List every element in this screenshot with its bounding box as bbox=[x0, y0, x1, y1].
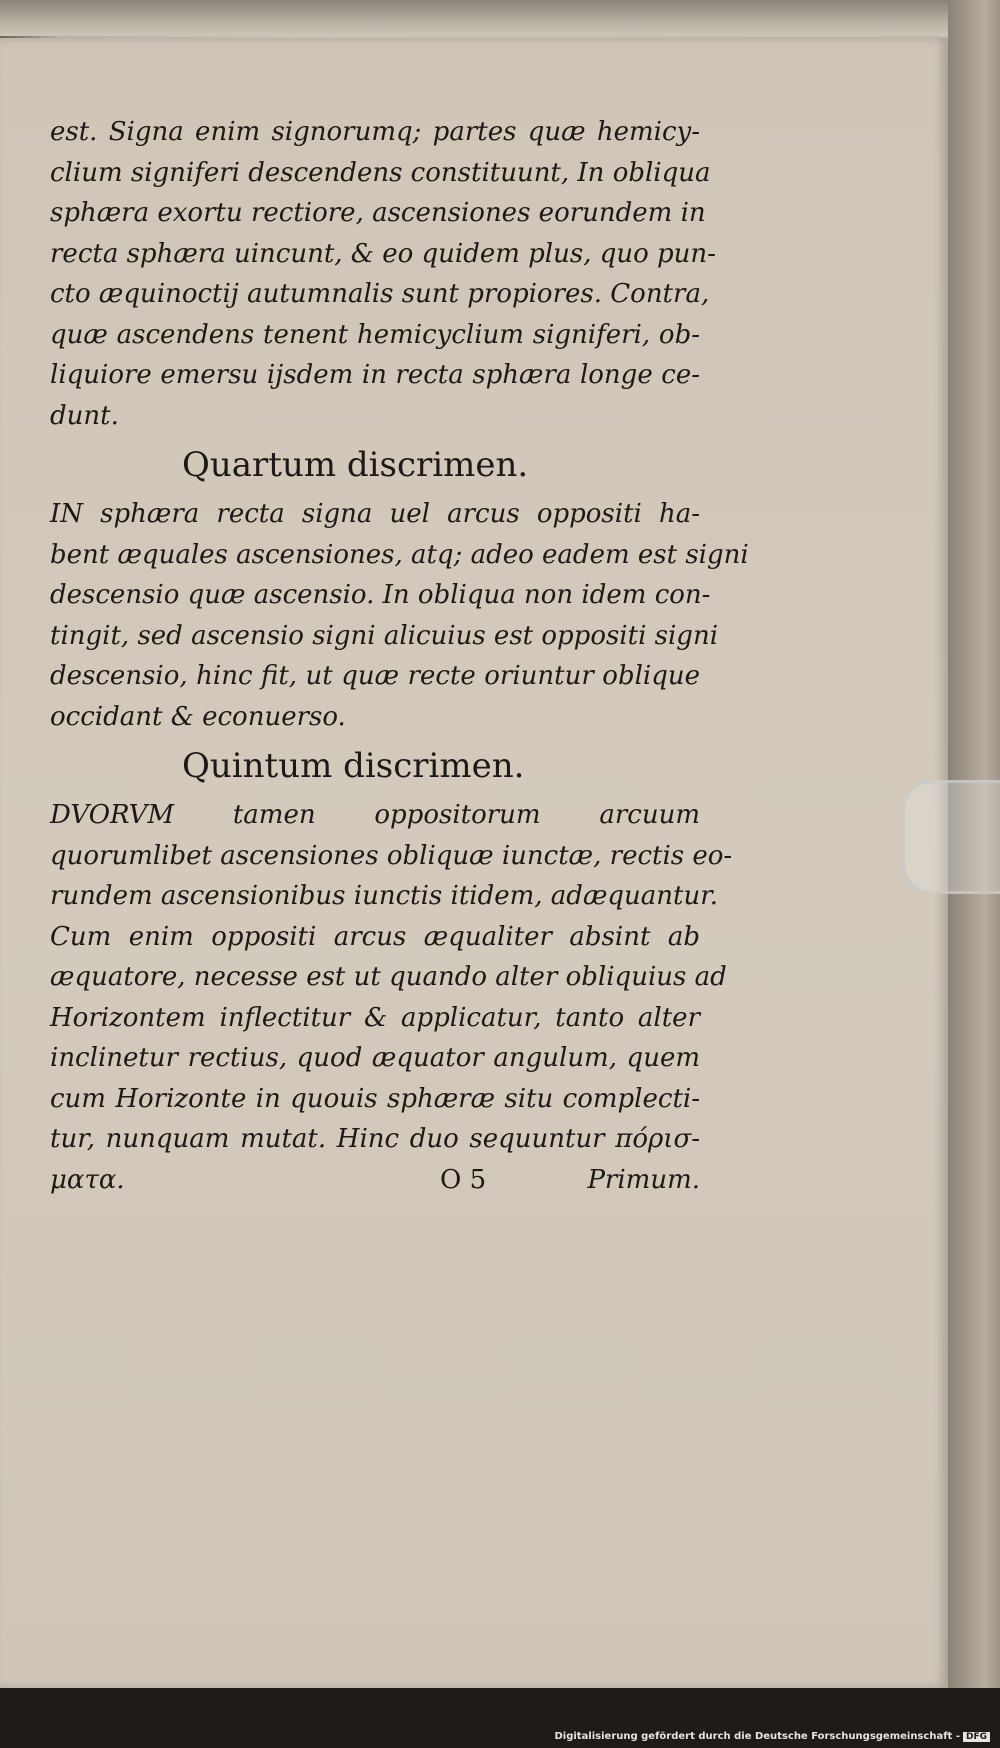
book-top-edge bbox=[0, 0, 1000, 36]
page-clip bbox=[902, 780, 1000, 894]
signature-mark: O 5 bbox=[440, 1164, 487, 1195]
text-line: IN sphæra recta signa uel arcus oppositi ha- bbox=[50, 499, 700, 529]
text-line: cto æquinoctij autumnalis sunt propiores. Contra, bbox=[50, 279, 710, 309]
text-line: quæ ascendens tenent hemicyclium signiferi, ob- bbox=[50, 319, 700, 350]
text-line: tur, nunquam mutat. Hinc duo sequuntur πόρισ- bbox=[50, 1124, 700, 1154]
text-line: recta sphæra uincunt, & eo quidem plus, quo pun- bbox=[50, 238, 716, 269]
text-line: liquiore emersu ijsdem in recta sphæra longe ce- bbox=[50, 360, 700, 390]
text-line: quorumlibet ascensiones obliquæ iunctæ, rectis eo- bbox=[50, 840, 733, 871]
paragraph-c bbox=[50, 795, 733, 1160]
text-line: est. Signa enim signorumq; partes quæ hemicy- bbox=[50, 117, 700, 147]
paragraph-a bbox=[50, 112, 716, 436]
text-line: tingit, sed ascensio signi alicuius est oppositi signi bbox=[50, 620, 719, 651]
text-line: Horizontem inflectitur & applicatur, tanto alter bbox=[50, 1002, 700, 1033]
footer-text: ματα. bbox=[50, 1164, 125, 1195]
section-heading: Quartum discrimen. bbox=[182, 445, 529, 485]
text-line: descensio quæ ascensio. In obliqua non idem con- bbox=[50, 580, 711, 610]
text-line: cum Horizonte in quouis sphæræ situ complecti- bbox=[50, 1083, 700, 1114]
text-line: dunt. bbox=[50, 400, 119, 431]
text-line: inclinetur rectius, quod æquator angulum, quem bbox=[50, 1043, 700, 1073]
text-line: Cum enim oppositi arcus æqualiter absint ab bbox=[50, 921, 700, 952]
text-line: descensio, hinc fit, ut quæ recte oriuntur oblique bbox=[50, 661, 700, 691]
section-heading: Quintum discrimen. bbox=[182, 746, 525, 786]
page-footer bbox=[50, 1160, 700, 1201]
text-line: occidant & econuerso. bbox=[50, 701, 346, 732]
dfg-logo: DFG bbox=[963, 1732, 990, 1742]
text-line: bent æquales ascensiones, atq; adeo eadem est signi bbox=[50, 539, 749, 570]
text-line: clium signiferi descendens constituunt, In obliqua bbox=[50, 157, 711, 188]
scan-footer-bar bbox=[0, 1688, 1000, 1748]
credit-text: Digitalisierung gefördert durch die Deutsche Forschungsgemeinschaft - bbox=[554, 1731, 960, 1742]
text-line: sphæra exortu rectiore, ascensiones eorundem in bbox=[50, 198, 706, 228]
digitization-credit bbox=[554, 1731, 990, 1742]
page-text bbox=[50, 112, 749, 1200]
paragraph-b bbox=[50, 494, 749, 737]
catchword: Primum. bbox=[587, 1164, 700, 1195]
text-line: æquatore, necesse est ut quando alter obliquius ad bbox=[50, 962, 727, 992]
text-line: DVORVM tamen oppositorum arcuum bbox=[50, 800, 700, 830]
text-line: rundem ascensionibus iunctis itidem, adæquantur. bbox=[50, 881, 719, 911]
